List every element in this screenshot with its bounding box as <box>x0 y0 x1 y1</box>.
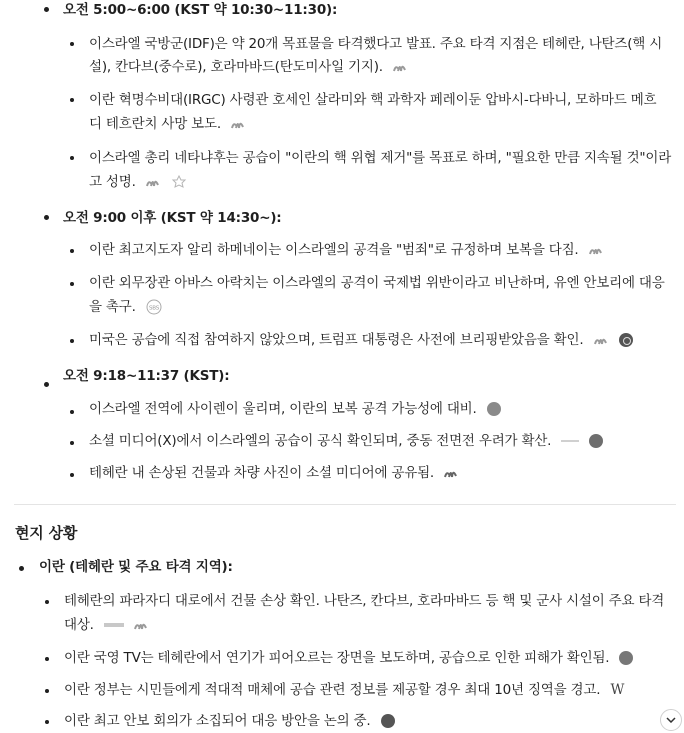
list-item <box>64 712 395 730</box>
bullet <box>44 215 49 220</box>
nbc-peacock-icon[interactable] <box>444 468 459 478</box>
list-item <box>89 432 603 450</box>
bullet <box>70 42 74 46</box>
section-heading: 오전 9:00 이후 (KST 약 14:30~): <box>63 210 282 226</box>
list-item <box>64 681 624 699</box>
list-item-text: 을 촉구. <box>89 299 136 315</box>
bullet <box>44 382 49 387</box>
wikipedia-icon[interactable]: W <box>610 682 625 698</box>
list-item <box>89 464 459 482</box>
list-item-text: 이스라엘 전역에 사이렌이 울리며, 이란의 보복 공격 가능성에 대비. <box>89 401 477 417</box>
list-item <box>89 241 604 259</box>
list-item-text: 고 성명. <box>89 174 136 190</box>
list-item <box>89 400 501 418</box>
source-logo-icon[interactable] <box>619 333 633 347</box>
bullet <box>70 156 74 160</box>
subsection-heading: 이란 (테헤란 및 주요 타격 지역): <box>39 559 233 575</box>
list-item-text: 미국은 공습에 직접 참여하지 않았으며, 트럼프 대통령은 사전에 브리핑받았음을 확인. <box>89 332 584 348</box>
nbc-peacock-icon[interactable] <box>231 119 246 129</box>
bullet <box>70 98 74 102</box>
list-item: 이란 외무장관 아바스 아락치는 이스라엘의 공격이 국제법 위반이라고 비난하며, 유엔 안보리에 대응 <box>89 275 665 291</box>
list-item-cont <box>89 58 408 76</box>
section-heading: 오전 9:18~11:37 (KST): <box>63 368 230 384</box>
section-heading: 오전 5:00~6:00 (KST 약 10:30~11:30): <box>63 2 338 18</box>
list-item-text: 소셜 미디어(X)에서 이스라엘의 공습이 공식 확인되며, 중동 전면전 우려가 확산. <box>89 433 552 449</box>
bullet <box>45 689 49 693</box>
bullet <box>70 282 74 286</box>
bullet <box>45 600 49 604</box>
nbc-peacock-icon[interactable] <box>146 177 161 187</box>
sbs-logo-icon[interactable] <box>146 299 162 315</box>
list-item-text: 디 테흐란치 사망 보도. <box>89 116 221 132</box>
bullet <box>70 339 74 343</box>
divider <box>14 504 676 505</box>
bullet <box>44 7 49 12</box>
bullet <box>70 441 74 445</box>
list-item-text: 설), 칸다브(중수로), 호라마바드(탄도미사일 기지). <box>89 59 383 75</box>
list-item-text: 이란 최고지도자 알리 하메네이는 이스라엘의 공격을 "범죄"로 규정하며 보복을 다짐. <box>89 242 579 258</box>
list-item <box>89 331 633 349</box>
star-logo-icon[interactable] <box>171 175 187 189</box>
source-logo-icon[interactable] <box>619 651 633 665</box>
bullet <box>45 657 49 661</box>
section-title: 현지 상황 <box>15 524 78 542</box>
list-item: 이란 혁명수비대(IRGC) 사령관 호세인 살라미와 핵 과학자 페레이둔 압바시-다바니, 모하마드 메흐 <box>89 92 657 108</box>
bullet <box>19 566 24 571</box>
nbc-peacock-icon[interactable] <box>594 335 609 345</box>
list-item: 이스라엘 총리 네타냐후는 공습이 "이란의 핵 위협 제거"를 목표로 하며, "필요한 만큼 지속될 것"이라 <box>89 150 672 166</box>
list-item-cont <box>64 616 149 634</box>
list-item: 테헤란의 파라자디 대로에서 건물 손상 확인. 나탄즈, 칸다브, 호라마바드 등 핵 및 군사 시설이 주요 타격 <box>64 593 665 609</box>
svg-text:SBS: SBS <box>148 305 159 312</box>
scroll-down-button[interactable] <box>660 709 682 731</box>
avatar-icon[interactable] <box>589 434 603 448</box>
source-logo-icon[interactable] <box>381 714 395 728</box>
text-logo-icon[interactable] <box>104 621 124 629</box>
list-item-cont <box>89 298 162 316</box>
list-item-text: 대상. <box>64 617 94 633</box>
list-item-text: 테헤란 내 손상된 건물과 차량 사진이 소셜 미디어에 공유됨. <box>89 465 435 481</box>
nbc-peacock-icon[interactable] <box>134 620 149 630</box>
list-item-text: 이란 최고 안보 회의가 소집되어 대응 방안을 논의 중. <box>64 713 371 729</box>
text-logo-icon[interactable] <box>561 438 579 444</box>
list-item: 이스라엘 국방군(IDF)은 약 20개 목표물을 타격했다고 발표. 주요 타격 지점은 테헤란, 나탄즈(핵 시 <box>89 36 663 52</box>
bullet <box>70 410 74 414</box>
list-item-cont <box>89 115 246 133</box>
list-item-text: 이란 국영 TV는 테헤란에서 연기가 피어오르는 장면을 보도하며, 공습으로 인한 피해가 확인됨. <box>64 650 610 666</box>
chevron-down-icon <box>666 717 676 723</box>
bullet <box>70 473 74 477</box>
nbc-peacock-icon[interactable] <box>589 245 604 255</box>
list-item <box>64 649 633 667</box>
source-logo-icon[interactable] <box>487 402 501 416</box>
nbc-peacock-icon[interactable] <box>393 62 408 72</box>
bullet <box>45 720 49 724</box>
list-item-text: 이란 정부는 시민들에게 적대적 매체에 공습 관련 정보를 제공할 경우 최대 10년 징역을 경고. <box>64 682 601 698</box>
bullet <box>70 249 74 253</box>
list-item-cont <box>89 173 187 191</box>
